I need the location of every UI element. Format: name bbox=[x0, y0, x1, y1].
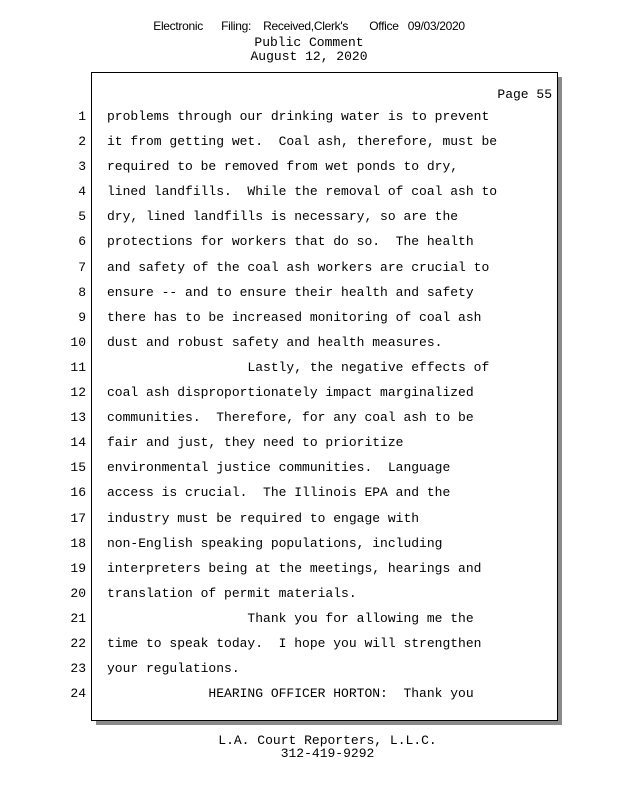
transcript-line: there has to be increased monitoring of coal ash bbox=[107, 309, 482, 325]
footer-phone: 312-419-9292 bbox=[280, 746, 375, 761]
transcript-line: and safety of the coal ash workers are crucial to bbox=[107, 259, 490, 275]
line-number: 8 bbox=[78, 284, 86, 300]
line-number: 16 bbox=[70, 485, 86, 501]
line-number: 13 bbox=[70, 410, 86, 426]
transcript-line: fair and just, they need to prioritize bbox=[107, 435, 404, 451]
line-number: 14 bbox=[70, 435, 86, 451]
line-number: 24 bbox=[70, 686, 86, 702]
transcript-line: time to speak today. I hope you will strengthen bbox=[107, 635, 482, 651]
line-number: 1 bbox=[78, 109, 86, 124]
transcript-line: translation of permit materials. bbox=[107, 585, 357, 601]
line-number: 23 bbox=[70, 661, 86, 677]
header-date: August 12, 2020 bbox=[250, 49, 368, 64]
line-number: 10 bbox=[70, 334, 86, 350]
line-number: 7 bbox=[78, 259, 86, 275]
transcript-line: dust and robust safety and health measures. bbox=[107, 334, 443, 350]
transcript-line: HEARING OFFICER HORTON: Thank you bbox=[107, 686, 474, 702]
transcript-line: problems through our drinking water is to prevent bbox=[107, 109, 490, 124]
line-number: 9 bbox=[78, 309, 86, 325]
footer-company: L.A. Court Reporters, L.L.C. bbox=[218, 733, 437, 748]
transcript-text bbox=[107, 108, 552, 710]
line-number: 11 bbox=[70, 359, 86, 375]
line-number: 17 bbox=[70, 510, 86, 526]
transcript-line: industry must be required to engage with bbox=[107, 510, 420, 526]
line-number: 20 bbox=[70, 585, 86, 601]
transcript-line: interpreters being at the meetings, hearings and bbox=[107, 560, 482, 576]
transcript-line: lined landfills. While the removal of coal ash to bbox=[107, 184, 498, 200]
transcript-line: Lastly, the negative effects of bbox=[107, 359, 490, 375]
transcript-line: it from getting wet. Coal ash, therefore, must be bbox=[107, 134, 498, 150]
transcript-line: environmental justice communities. Language bbox=[107, 460, 451, 476]
electronic-filing-stamp: Electronic Filing: Received,Clerk's Office 09/03/2020 bbox=[153, 19, 465, 33]
line-number: 12 bbox=[70, 385, 86, 401]
transcript-line: access is crucial. The Illinois EPA and the bbox=[107, 485, 451, 501]
transcript-line: dry, lined landfills is necessary, so are the bbox=[107, 209, 459, 225]
line-number: 5 bbox=[78, 209, 86, 225]
line-number: 6 bbox=[78, 234, 86, 250]
transcript-line: ensure -- and to ensure their health and safety bbox=[107, 284, 474, 300]
transcript-line: non-English speaking populations, including bbox=[107, 535, 443, 551]
line-number: 2 bbox=[78, 134, 86, 150]
transcript-line: protections for workers that do so. The health bbox=[107, 234, 474, 250]
line-number: 18 bbox=[70, 535, 86, 551]
line-number: 21 bbox=[70, 610, 86, 626]
line-number-column bbox=[60, 108, 86, 710]
transcript-line: coal ash disproportionately impact marginalized bbox=[107, 385, 474, 401]
line-number: 15 bbox=[70, 460, 86, 476]
transcript-line: your regulations. bbox=[107, 661, 240, 677]
header-title: Public Comment bbox=[254, 35, 364, 50]
line-number: 19 bbox=[70, 560, 86, 576]
transcript-line: required to be removed from wet ponds to dry, bbox=[107, 159, 459, 175]
line-number: 3 bbox=[78, 159, 86, 175]
page-number: Page 55 bbox=[497, 87, 552, 102]
line-number: 22 bbox=[70, 635, 86, 651]
transcript-line: communities. Therefore, for any coal ash to be bbox=[107, 410, 474, 426]
line-number: 4 bbox=[78, 184, 86, 200]
transcript-line: Thank you for allowing me the bbox=[107, 610, 474, 626]
